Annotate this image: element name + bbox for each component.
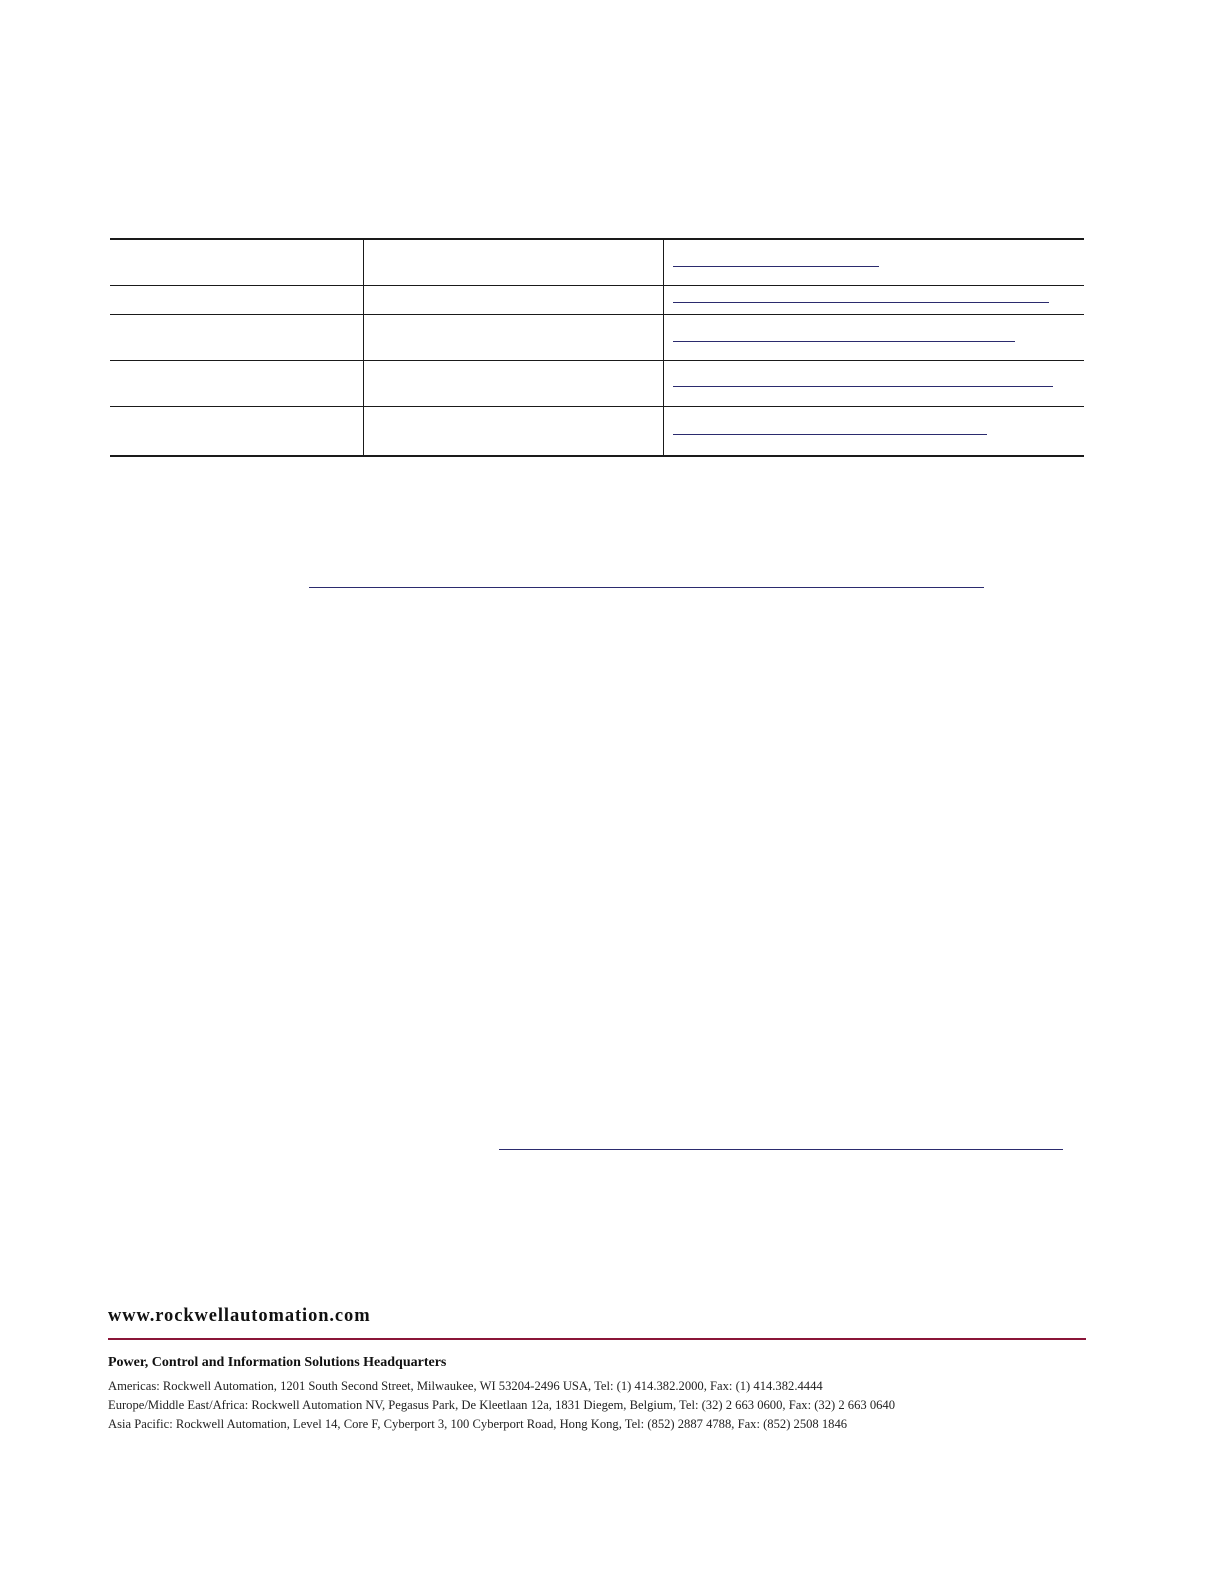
table-row xyxy=(110,361,1084,407)
table-link[interactable] xyxy=(673,266,879,267)
table-cell xyxy=(110,286,364,314)
table-row xyxy=(110,286,1084,315)
table-cell xyxy=(110,361,364,406)
address-americas: Americas: Rockwell Automation, 1201 South Second Street, Milwaukee, WI 53204-2496 USA, Tel: (1) 414.382.2000, Fax: (1) 414.382.4444 xyxy=(108,1379,823,1393)
table-row xyxy=(110,315,1084,361)
table-row xyxy=(110,240,1084,286)
table-cell xyxy=(364,240,664,285)
paragraph-link[interactable] xyxy=(309,587,984,588)
table-link[interactable] xyxy=(673,386,1053,387)
website-url[interactable]: www.rockwellautomation.com xyxy=(108,1306,371,1326)
table-cell xyxy=(364,315,664,360)
table-cell xyxy=(110,407,364,455)
table-link[interactable] xyxy=(673,434,987,435)
table-link[interactable] xyxy=(673,341,1015,342)
table-cell xyxy=(364,286,664,314)
table-cell xyxy=(110,240,364,285)
table-cell xyxy=(110,315,364,360)
support-resources-table xyxy=(110,238,1084,457)
feedback-link[interactable] xyxy=(499,1149,1063,1150)
table-cell xyxy=(664,361,1084,406)
table-cell xyxy=(664,286,1084,314)
table-row xyxy=(110,407,1084,455)
table-cell xyxy=(664,240,1084,285)
headquarters-title: Power, Control and Information Solutions Headquarters xyxy=(108,1355,447,1370)
address-emea: Europe/Middle East/Africa: Rockwell Automation NV, Pegasus Park, De Kleetlaan 12a, 1831 Diegem, Belgium, Tel: (32) 2 663 0600, Fax: (32) 2 663 0640 xyxy=(108,1398,896,1412)
footer-divider xyxy=(108,1338,1086,1340)
table-link[interactable] xyxy=(673,302,1049,303)
table-cell xyxy=(364,361,664,406)
table-cell xyxy=(664,407,1084,455)
table-cell xyxy=(664,315,1084,360)
table-cell xyxy=(364,407,664,455)
address-asia-pacific: Asia Pacific: Rockwell Automation, Level 14, Core F, Cyberport 3, 100 Cyberport Road, Hong Kong, Tel: (852) 2887 4788, Fax: (852) 2508 1846 xyxy=(108,1417,848,1431)
